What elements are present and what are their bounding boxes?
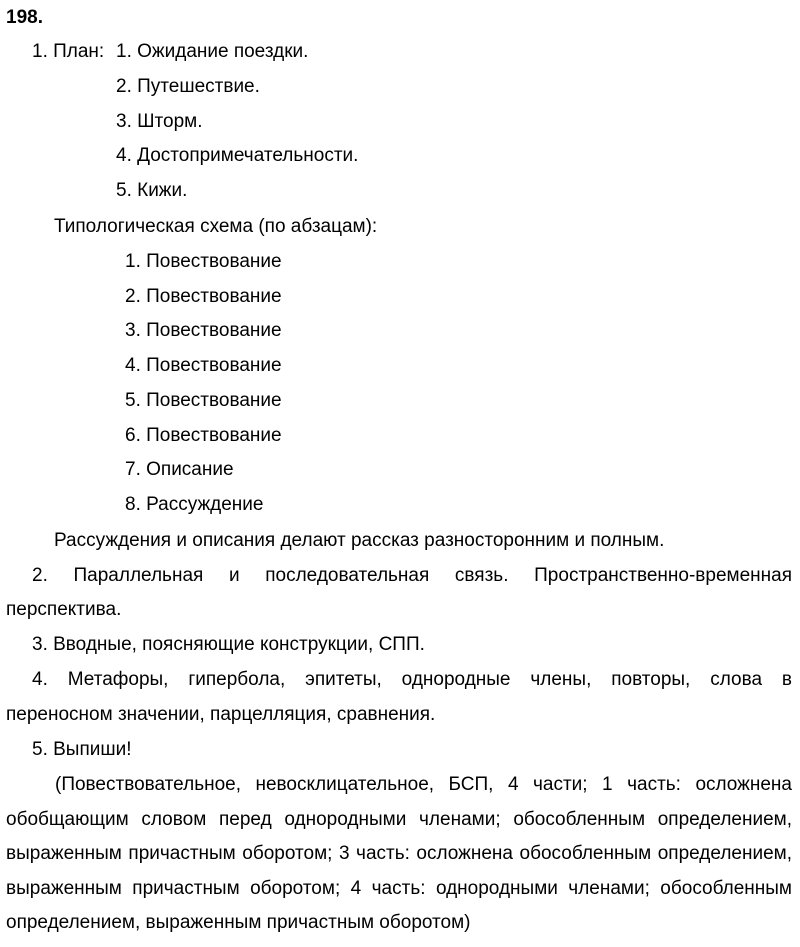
schema-item: 3. Повествование — [125, 320, 282, 341]
plan-item: 2. Путешествие. — [116, 76, 260, 97]
answer-5-text: (Повествовательное, невосклицательное, БСП, 4 части; 1 часть: осложнена обобщающим словом перед однородными членами; обособленным определением, выраженным причастным оборотом; 3 часть: осложнена обособленным определением, выраженным причастным оборотом; 4 часть: однородными членами; обособленным определением, выраженным причастным оборотом) — [6, 774, 792, 934]
answer-3: 3. Вводные, поясняющие конструкции, СПП. — [32, 634, 425, 655]
answer-4-line1: 4. Метафоры, гипербола, эпитеты, однородные члены, повторы, слова в — [32, 669, 792, 690]
plan-item: 4. Достопримечательности. — [116, 145, 359, 166]
answer-2-line2: перспектива. — [6, 599, 122, 620]
plan-item: 3. Шторм. — [116, 111, 203, 132]
schema-item: 1. Повествование — [125, 251, 282, 272]
schema-item: 7. Описание — [125, 459, 234, 480]
schema-item: 2. Повествование — [125, 286, 282, 307]
answer-5-title: 5. Выпиши! — [32, 739, 132, 760]
plan-item: 5. Кижи. — [116, 180, 188, 201]
schema-item: 5. Повествование — [125, 390, 282, 411]
answer-4-line2: переносном значении, парцелляция, сравнения. — [6, 704, 436, 725]
plan-prefix: 1. План: — [32, 41, 105, 62]
schema-item: 8. Рассуждение — [125, 494, 264, 515]
exercise-number: 198. — [6, 7, 43, 28]
answer-2-line1: 2. Параллельная и последовательная связь. Пространственно-временная — [32, 565, 792, 586]
plan-item: 1. Ожидание поездки. — [116, 41, 309, 62]
schema-conclusion: Рассуждения и описания делают рассказ разносторонним и полным. — [54, 530, 665, 551]
schema-item: 6. Повествование — [125, 425, 282, 446]
schema-title: Типологическая схема (по абзацам): — [54, 216, 378, 237]
schema-item: 4. Повествование — [125, 355, 282, 376]
